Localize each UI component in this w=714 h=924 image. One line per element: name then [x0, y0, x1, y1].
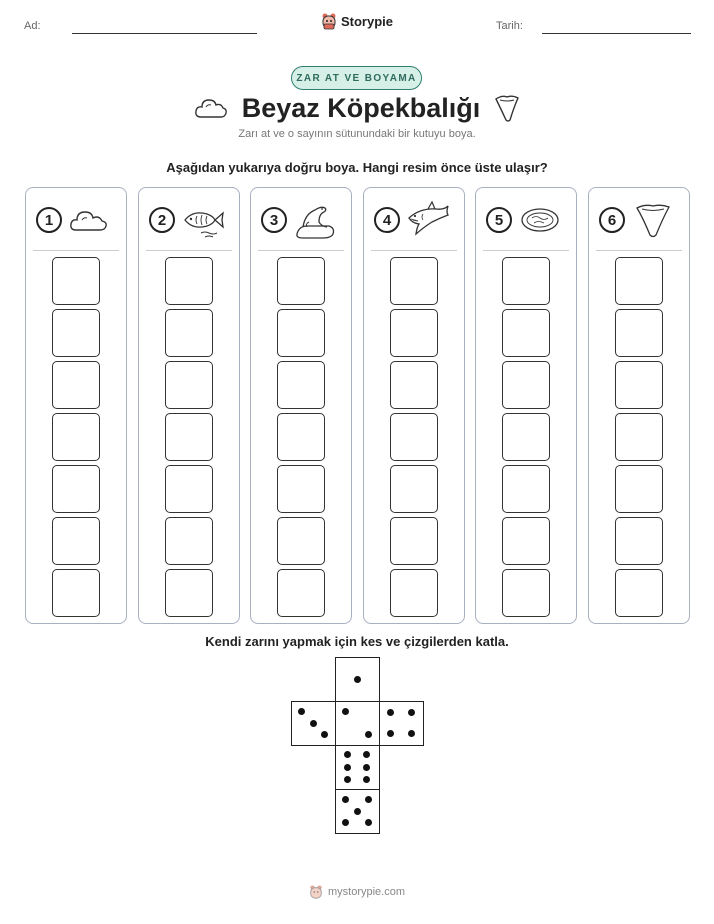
color-box[interactable] — [277, 413, 325, 461]
dice-pip — [342, 819, 349, 826]
cloud-icon — [194, 95, 228, 121]
color-box[interactable] — [165, 361, 213, 409]
column-number: 2 — [149, 207, 175, 233]
color-box[interactable] — [52, 569, 100, 617]
column-number: 6 — [599, 207, 625, 233]
color-box[interactable] — [165, 309, 213, 357]
dice-pip — [344, 751, 351, 758]
color-box[interactable] — [52, 257, 100, 305]
color-box[interactable] — [52, 309, 100, 357]
footer-url: mystorypie.com — [327, 886, 406, 898]
column-header — [486, 200, 570, 240]
color-box[interactable] — [502, 257, 550, 305]
dice-pip — [408, 709, 415, 716]
column-divider — [146, 250, 232, 251]
column-header — [599, 200, 683, 240]
color-box[interactable] — [502, 309, 550, 357]
column-divider — [33, 250, 119, 251]
color-box[interactable] — [615, 413, 663, 461]
dice-face-5 — [335, 789, 380, 834]
dice-pip — [365, 819, 372, 826]
seal-icon — [293, 200, 337, 240]
dice-pip — [354, 808, 361, 815]
color-box[interactable] — [165, 517, 213, 565]
page-title: Beyaz Köpekbalığı — [241, 92, 481, 123]
name-label: Ad: — [24, 20, 41, 32]
dice-pip — [321, 731, 328, 738]
column-5 — [475, 187, 577, 624]
color-box[interactable] — [615, 465, 663, 513]
color-box[interactable] — [277, 309, 325, 357]
cloud-icon — [68, 200, 112, 240]
color-box[interactable] — [502, 413, 550, 461]
color-box[interactable] — [502, 569, 550, 617]
dice-pip — [363, 764, 370, 771]
color-box[interactable] — [277, 361, 325, 409]
column-header — [261, 200, 345, 240]
column-header — [374, 200, 458, 240]
column-divider — [596, 250, 682, 251]
dice-instruction: Kendi zarını yapmak için kes ve çizgilerden katla. — [205, 634, 509, 649]
color-box[interactable] — [615, 361, 663, 409]
color-box[interactable] — [502, 465, 550, 513]
column-divider — [483, 250, 569, 251]
color-box[interactable] — [277, 569, 325, 617]
column-1 — [25, 187, 127, 624]
color-box[interactable] — [502, 517, 550, 565]
dice-pip — [363, 751, 370, 758]
dice-pip — [344, 764, 351, 771]
color-box[interactable] — [390, 413, 438, 461]
dice-face-2 — [335, 701, 380, 746]
color-box[interactable] — [165, 465, 213, 513]
color-box[interactable] — [52, 465, 100, 513]
color-box[interactable] — [390, 465, 438, 513]
color-box[interactable] — [277, 257, 325, 305]
column-number: 5 — [486, 207, 512, 233]
column-3 — [250, 187, 352, 624]
color-box[interactable] — [165, 257, 213, 305]
dice-pip — [365, 796, 372, 803]
dice-pip — [310, 720, 317, 727]
column-number: 4 — [374, 207, 400, 233]
color-box[interactable] — [390, 361, 438, 409]
color-box[interactable] — [390, 257, 438, 305]
meat-icon — [518, 200, 562, 240]
color-box[interactable] — [390, 309, 438, 357]
coloring-instruction: Aşağıdan yukarıya doğru boya. Hangi resim önce üste ulaşır? — [166, 160, 548, 175]
color-box[interactable] — [615, 309, 663, 357]
category-badge: ZAR AT VE BOYAMA — [291, 66, 422, 90]
color-box[interactable] — [390, 517, 438, 565]
column-6 — [588, 187, 690, 624]
date-label: Tarih: — [496, 20, 523, 32]
color-box[interactable] — [277, 465, 325, 513]
shark-tooth-icon — [494, 93, 520, 123]
color-box[interactable] — [615, 257, 663, 305]
color-box[interactable] — [52, 517, 100, 565]
column-divider — [371, 250, 457, 251]
color-box[interactable] — [277, 517, 325, 565]
date-line — [542, 33, 691, 34]
column-number: 1 — [36, 207, 62, 233]
brand-name: Storypie — [340, 13, 393, 29]
name-line — [72, 33, 257, 34]
color-box[interactable] — [52, 361, 100, 409]
color-box[interactable] — [615, 517, 663, 565]
color-box[interactable] — [52, 413, 100, 461]
brand-logo — [0, 12, 714, 30]
color-box[interactable] — [615, 569, 663, 617]
dice-face-1 — [335, 657, 380, 702]
shark-tooth-icon — [631, 200, 675, 240]
dice-pip — [387, 730, 394, 737]
color-box[interactable] — [165, 413, 213, 461]
dice-pip — [342, 796, 349, 803]
dice-pip — [354, 676, 361, 683]
page-subtitle: Zarı at ve o sayının sütunundaki bir kutuyu boya. — [238, 128, 476, 140]
dice-pip — [408, 730, 415, 737]
dice-pip — [365, 731, 372, 738]
storypie-logo-icon — [321, 12, 337, 30]
footer — [0, 884, 714, 900]
column-4 — [363, 187, 465, 624]
column-2 — [138, 187, 240, 624]
column-number: 3 — [261, 207, 287, 233]
storypie-logo-icon — [309, 884, 323, 900]
dice-pip — [342, 708, 349, 715]
column-header — [149, 200, 233, 240]
column-header — [36, 200, 120, 240]
dice-face-6 — [335, 745, 380, 790]
dice-face-4 — [379, 701, 424, 746]
dice-face-3 — [291, 701, 336, 746]
dice-pip — [387, 709, 394, 716]
column-divider — [258, 250, 344, 251]
shark-icon — [406, 200, 450, 240]
color-box[interactable] — [165, 569, 213, 617]
dice-pip — [298, 708, 305, 715]
dice-pip — [344, 776, 351, 783]
color-box[interactable] — [390, 569, 438, 617]
fish-icon — [181, 200, 225, 240]
dice-pip — [363, 776, 370, 783]
color-box[interactable] — [502, 361, 550, 409]
